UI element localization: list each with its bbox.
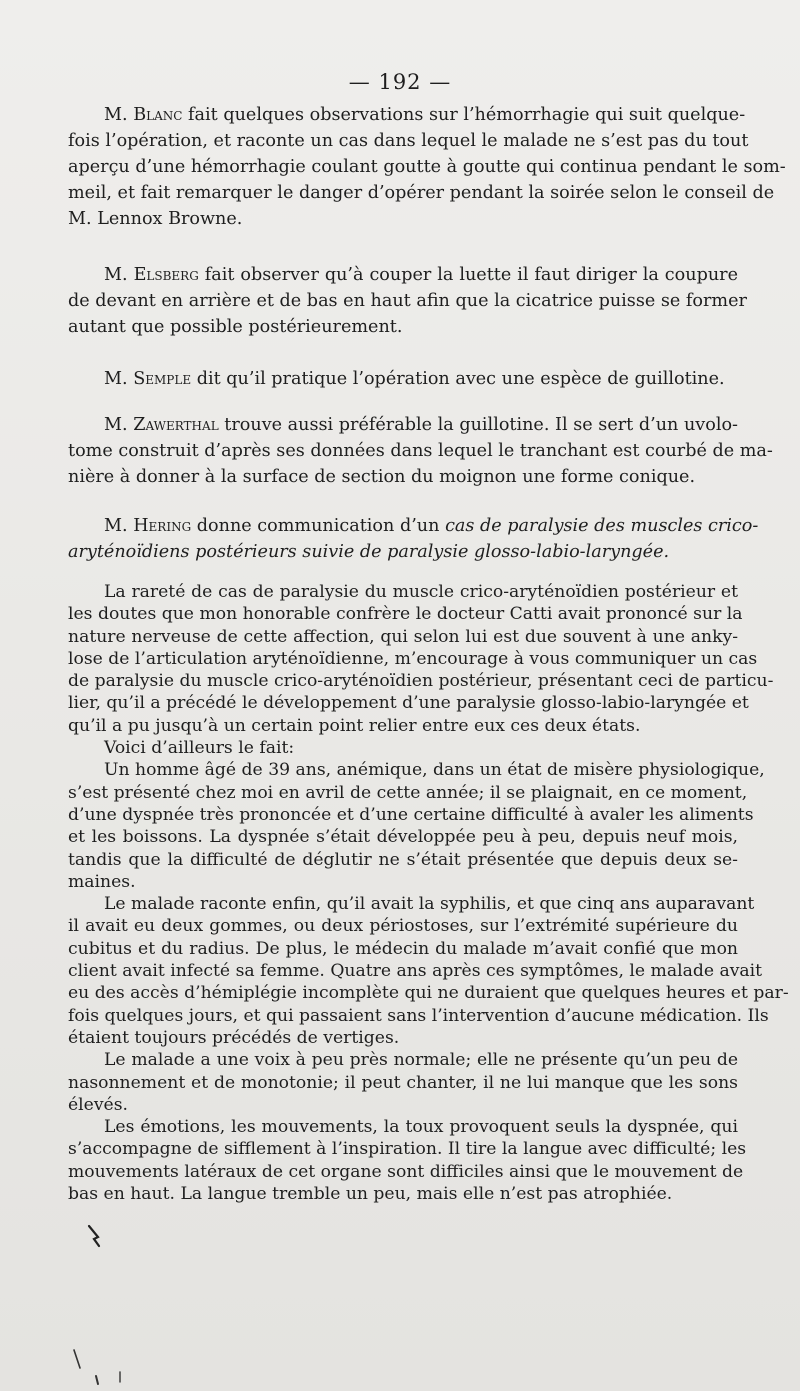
text-line: les doutes que mon honorable confrère le docteur Catti avait prononcé sur la <box>68 604 743 625</box>
text-line: client avait infecté sa femme. Quatre ans après ces symptômes, le malade avait <box>68 961 763 982</box>
communication-title: aryténoïdiens postérieurs suivie de paralysie glosso-labio-laryngée. <box>68 542 670 562</box>
text-line: eu des accès d’hémiplégie incomplète qui ne duraient que quelques heures et par- <box>68 983 789 1004</box>
text-line: M. Semple dit qu’il pratique l’opération avec une espèce de guillotine. <box>104 369 725 389</box>
text-line: et les boissons. La dyspnée s’était développée peu à peu, depuis neuf mois, <box>68 827 738 848</box>
text-line: autant que possible postérieurement. <box>68 317 403 337</box>
text-line: lier, qu’il a précédé le développement d’une paralysie glosso-labio-laryngée et <box>68 693 749 714</box>
text-line: Le malade a une voix à peu près normale; elle ne présente qu’un peu de <box>104 1050 738 1071</box>
text-line: bas en haut. La langue tremble un peu, mais elle n’est pas atrophiée. <box>68 1184 673 1205</box>
text-line: nière à donner à la surface de section du moignon une forme conique. <box>68 467 696 487</box>
text-line: élevés. <box>68 1094 129 1115</box>
text-line: étaient toujours précédés de vertiges. <box>68 1027 400 1048</box>
text-line: tome construit d’après ses données dans lequel le tranchant est courbé de ma- <box>68 441 773 461</box>
paragraph-semple <box>68 366 738 392</box>
speaker-name: Zawerthal <box>133 415 219 435</box>
text-line: lose de l’articulation aryténoïdienne, m’encourage à vous communiquer un cas <box>68 648 758 669</box>
text-line: d’une dyspnée très prononcée et d’une certaine difficulté à avaler les aliments <box>68 804 754 825</box>
text-line: de paralysie du muscle crico-aryténoïdien postérieur, présentant ceci de particu- <box>68 671 774 692</box>
text-line: qu’il a pu jusqu’à un certain point relier entre eux ces deux états. <box>68 715 641 736</box>
text-line: mouvements latéraux de cet organe sont difficiles ainsi que le mouvement de <box>68 1161 744 1182</box>
speaker-name: Semple <box>133 369 192 389</box>
text-line: Les émotions, les mouvements, la toux provoquent seuls la dyspnée, qui <box>104 1117 738 1138</box>
text-line: M. Zawerthal trouve aussi préférable la guillotine. Il se sert d’un uvolo- <box>104 415 739 435</box>
paragraph-blanc <box>68 102 786 232</box>
paragraph-elsberg <box>68 262 747 340</box>
text-line: M. Lennox Browne. <box>68 209 243 229</box>
text-line: nature nerveuse de cette affection, qui selon lui est due souvent à une anky- <box>68 626 738 647</box>
text-line: maines. <box>68 871 136 892</box>
ink-mark-icon <box>86 1224 106 1250</box>
text-line: tandis que la difficulté de déglutir ne s’était présentée que depuis deux se- <box>68 849 738 870</box>
speaker-name: Elsberg <box>133 265 199 285</box>
text-line: de devant en arrière et de bas en haut afin que la cicatrice puisse se former <box>68 291 747 311</box>
communication-title: cas de paralysie des muscles crico- <box>445 516 759 536</box>
text-line: M. Blanc fait quelques observations sur l’hémorrhagie qui suit quelque- <box>104 105 746 125</box>
text-line: M. Hering donne communication d’un cas de paralysie des muscles crico- <box>104 516 759 536</box>
communication-body <box>68 581 789 1205</box>
text-line: La rareté de cas de paralysie du muscle crico-aryténoïdien postérieur et <box>104 582 738 602</box>
text-line: Un homme âgé de 39 ans, anémique, dans un état de misère physiologique, <box>104 760 765 781</box>
text-line: Voici d’ailleurs le fait: <box>104 738 295 759</box>
text-line: meil, et fait remarquer le danger d’opérer pendant la soirée selon le conseil de <box>68 183 775 203</box>
text-line: Le malade raconte enfin, qu’il avait la syphilis, et que cinq ans auparavant <box>104 894 755 915</box>
text-line: s’est présenté chez moi en avril de cette année; il se plaignait, en ce moment, <box>68 782 748 803</box>
text-line: il avait eu deux gommes, ou deux périostoses, sur l’extrémité supérieure du <box>68 916 738 937</box>
ink-mark-icon <box>70 1346 130 1386</box>
text-line: cubitus et du radius. De plus, le médecin du malade m’avait confié que mon <box>68 938 738 959</box>
text-line: fois quelques jours, et qui passaient sans l’intervention d’aucune médication. Ils <box>68 1005 769 1026</box>
speaker-name: Hering <box>133 516 192 536</box>
text-line: s’accompagne de sifflement à l’inspiration. Il tire la langue avec difficulté; les <box>68 1139 747 1160</box>
paragraph-hering <box>68 513 759 565</box>
speaker-name: Blanc <box>133 105 183 125</box>
text-line: fois l’opération, et raconte un cas dans lequel le malade ne s’est pas du tout <box>68 131 749 151</box>
text-line: nasonnement et de monotonie; il peut chanter, il ne lui manque que les sons <box>68 1072 738 1093</box>
text-line: aperçu d’une hémorrhagie coulant goutte à goutte qui continua pendant le som- <box>68 157 786 177</box>
paragraph-zawerthal <box>68 412 773 490</box>
page-number: — 192 — <box>348 70 452 94</box>
text-line: M. Elsberg fait observer qu’à couper la luette il faut diriger la coupure <box>104 265 738 285</box>
